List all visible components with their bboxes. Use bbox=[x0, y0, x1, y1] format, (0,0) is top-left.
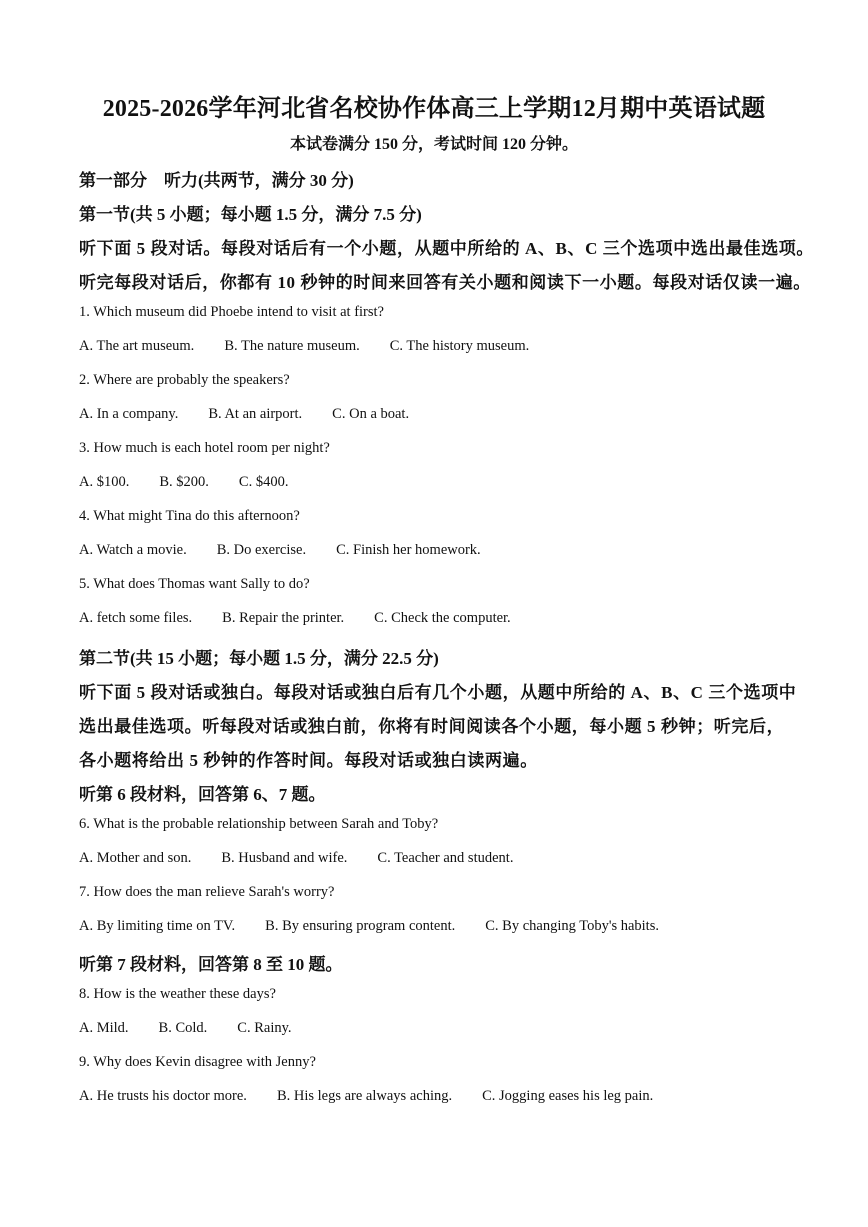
option-c: C. Rainy. bbox=[237, 1020, 292, 1036]
option-b: B. Repair the printer. bbox=[222, 610, 345, 626]
option-b: B. By ensuring program content. bbox=[265, 918, 456, 934]
question-stem: 7. How does the man relieve Sarah's worry? bbox=[79, 884, 335, 900]
question-stem: 3. How much is each hotel room per night? bbox=[79, 440, 330, 456]
option-c: C. Finish her homework. bbox=[336, 542, 481, 558]
section-two-heading: 第二节(共 15 小题；每小题 1.5 分，满分 22.5 分) bbox=[79, 649, 439, 668]
exam-subtitle: 本试卷满分 150 分，考试时间 120 分钟。 bbox=[289, 136, 578, 153]
section-two-instruction: 各小题将给出 5 秒钟的作答时间。每段对话或独白读两遍。 bbox=[79, 751, 538, 770]
option-a: A. fetch some files. bbox=[79, 610, 193, 626]
option-b: B. Cold. bbox=[158, 1020, 208, 1036]
option-b: B. $200. bbox=[159, 474, 209, 490]
option-a: A. Mild. bbox=[79, 1020, 129, 1036]
option-a: A. He trusts his doctor more. bbox=[79, 1088, 247, 1104]
section-one-heading: 第一节(共 5 小题；每小题 1.5 分，满分 7.5 分) bbox=[79, 205, 422, 224]
section-two-instruction: 听下面 5 段对话或独白。每段对话或独白后有几个小题，从题中所给的 A、B、C 三个选项中 bbox=[79, 683, 797, 702]
question-options bbox=[79, 474, 288, 491]
material-six-heading: 听第 6 段材料，回答第 6、7 题。 bbox=[79, 785, 326, 804]
question-stem: 1. Which museum did Phoebe intend to visit at first? bbox=[79, 304, 384, 320]
option-b: B. The nature museum. bbox=[224, 338, 360, 354]
option-b: B. His legs are always aching. bbox=[276, 1088, 453, 1104]
option-b: B. At an airport. bbox=[208, 406, 303, 422]
option-c: C. $400. bbox=[238, 474, 289, 490]
section-two-instruction: 选出最佳选项。听每段对话或独白前，你将有时间阅读各个小题，每小题 5 秒钟；听完后， bbox=[79, 717, 785, 736]
option-a: A. Mother and son. bbox=[79, 850, 192, 866]
part-one-heading: 第一部分 听力(共两节，满分 30 分) bbox=[79, 171, 354, 190]
option-a: A. Watch a movie. bbox=[79, 542, 187, 558]
option-a: A. The art museum. bbox=[79, 338, 195, 354]
section-one-instruction: 听完每段对话后，你都有 10 秒钟的时间来回答有关小题和阅读下一小题。每段对话仅读一遍。 bbox=[79, 273, 811, 292]
question-stem: 8. How is the weather these days? bbox=[79, 986, 276, 1002]
material-seven-heading: 听第 7 段材料，回答第 8 至 10 题。 bbox=[79, 955, 343, 974]
section-one-instruction: 听下面 5 段对话。每段对话后有一个小题，从题中所给的 A、B、C 三个选项中选出最佳选项。 bbox=[79, 239, 814, 258]
question-stem: 2. Where are probably the speakers? bbox=[79, 372, 290, 388]
option-b: B. Husband and wife. bbox=[221, 850, 348, 866]
question-options bbox=[79, 338, 529, 355]
question-options bbox=[79, 406, 409, 423]
question-options bbox=[79, 542, 481, 559]
question-stem: 9. Why does Kevin disagree with Jenny? bbox=[79, 1054, 316, 1070]
option-c: C. Jogging eases his leg pain. bbox=[482, 1088, 654, 1104]
question-stem: 4. What might Tina do this afternoon? bbox=[79, 508, 300, 524]
option-b: B. Do exercise. bbox=[216, 542, 307, 558]
question-options bbox=[79, 918, 659, 935]
option-a: A. By limiting time on TV. bbox=[79, 918, 236, 934]
option-c: C. On a boat. bbox=[332, 406, 410, 422]
option-c: C. By changing Toby's habits. bbox=[485, 918, 659, 934]
question-options bbox=[79, 850, 513, 867]
question-options bbox=[79, 610, 511, 627]
option-a: A. $100. bbox=[79, 474, 130, 490]
question-stem: 6. What is the probable relationship between Sarah and Toby? bbox=[79, 816, 439, 832]
question-options bbox=[79, 1088, 653, 1105]
question-stem: 5. What does Thomas want Sally to do? bbox=[79, 576, 310, 592]
option-c: C. Check the computer. bbox=[374, 610, 511, 626]
option-a: A. In a company. bbox=[79, 406, 179, 422]
option-c: C. Teacher and student. bbox=[377, 850, 514, 866]
exam-title: 2025-2026学年河北省名校协作体高三上学期12月期中英语试题 bbox=[102, 96, 766, 122]
option-c: C. The history museum. bbox=[389, 338, 530, 354]
question-options bbox=[79, 1020, 292, 1037]
